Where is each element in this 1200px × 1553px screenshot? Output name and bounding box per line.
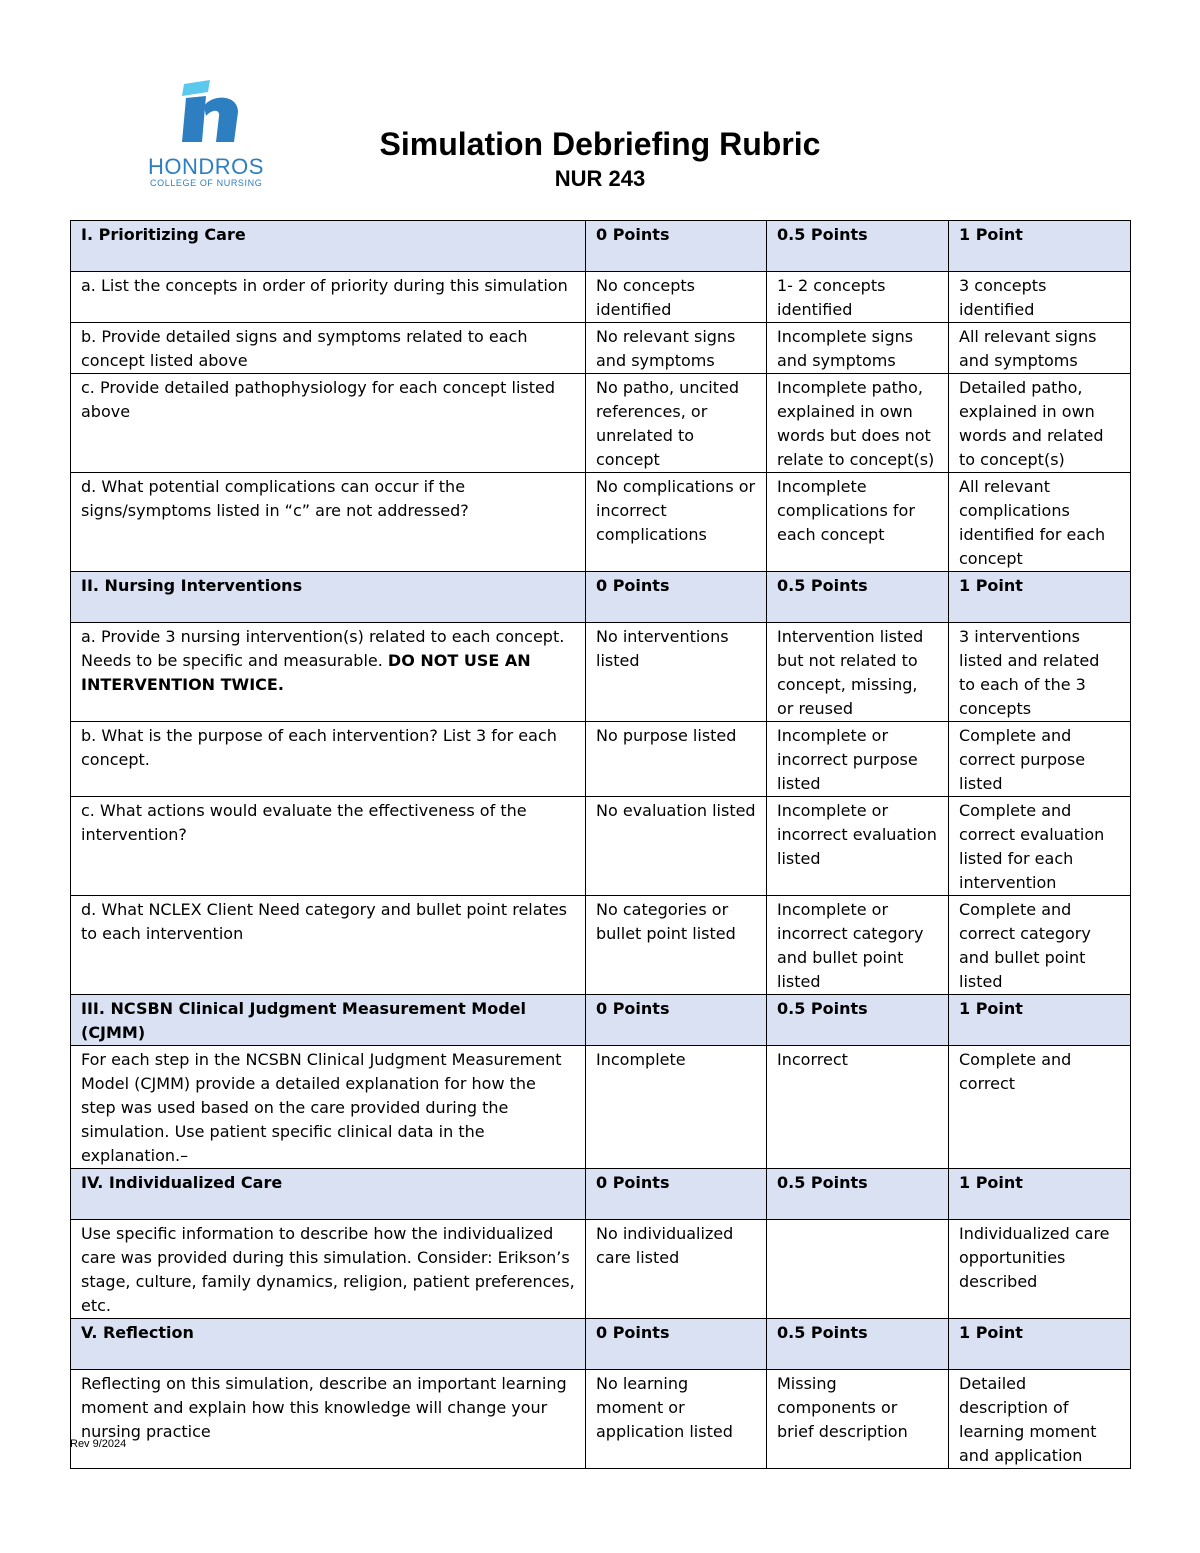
score-05-cell: Incomplete or incorrect evaluation listed [767, 797, 949, 896]
col-header-05-points: 0.5 Points [767, 572, 949, 623]
criterion-cell: Use specific information to describe how the individualized care was provided during this simulation. Consider: Erikson’s stage, culture, family dynamics, religion, patient preferences, etc. [71, 1220, 586, 1319]
score-0-cell: No evaluation listed [586, 797, 767, 896]
criterion-cell: c. What actions would evaluate the effectiveness of the intervention? [71, 797, 586, 896]
score-0-cell: No complications or incorrect complications [586, 473, 767, 572]
criterion-cell: Reflecting on this simulation, describe an important learning moment and explain how this knowledge will change your nursing practice [71, 1370, 586, 1469]
score-05-cell: Incomplete complications for each concept [767, 473, 949, 572]
page-title: Simulation Debriefing Rubric [379, 126, 821, 162]
criterion-cell: b. Provide detailed signs and symptoms related to each concept listed above [71, 323, 586, 374]
section-heading: V. Reflection [71, 1319, 586, 1370]
col-header-1-point: 1 Point [949, 221, 1131, 272]
section-header-row [71, 221, 1131, 272]
table-row [71, 374, 1131, 473]
table-row [71, 896, 1131, 995]
table-row [71, 473, 1131, 572]
section-heading: IV. Individualized Care [71, 1169, 586, 1220]
score-1-cell: All relevant complications identified for each concept [949, 473, 1131, 572]
score-0-cell: No categories or bullet point listed [586, 896, 767, 995]
section-heading: II. Nursing Interventions [71, 572, 586, 623]
score-1-cell: Complete and correct category and bullet point listed [949, 896, 1131, 995]
col-header-1-point: 1 Point [949, 1169, 1131, 1220]
col-header-0-points: 0 Points [586, 1319, 767, 1370]
course-code: NUR 243 [554, 166, 646, 191]
revision-footer: Rev 9/2024 [70, 1438, 127, 1450]
table-row [71, 1220, 1131, 1319]
score-05-cell: Incomplete signs and symptoms [767, 323, 949, 374]
col-header-0-points: 0 Points [586, 221, 767, 272]
score-05-cell: Incorrect [767, 1046, 949, 1169]
criterion-cell: b. What is the purpose of each intervention? List 3 for each concept. [71, 722, 586, 797]
col-header-05-points: 0.5 Points [767, 995, 949, 1046]
col-header-0-points: 0 Points [586, 995, 767, 1046]
score-1-cell: Complete and correct purpose listed [949, 722, 1131, 797]
score-0-cell: No purpose listed [586, 722, 767, 797]
score-0-cell: No learning moment or application listed [586, 1370, 767, 1469]
score-1-cell: Complete and correct evaluation listed for each intervention [949, 797, 1131, 896]
score-1-cell: All relevant signs and symptoms [949, 323, 1131, 374]
col-header-0-points: 0 Points [586, 572, 767, 623]
score-1-cell: Detailed description of learning moment and application [949, 1370, 1131, 1469]
score-1-cell: Detailed patho, explained in own words and related to concept(s) [949, 374, 1131, 473]
score-0-cell: No patho, uncited references, or unrelated to concept [586, 374, 767, 473]
section-header-row [71, 1319, 1131, 1370]
table-row [71, 722, 1131, 797]
table-row [71, 1370, 1131, 1469]
criterion-cell: d. What potential complications can occur if the signs/symptoms listed in “c” are not addressed? [71, 473, 586, 572]
score-0-cell: No individualized care listed [586, 1220, 767, 1319]
score-0-cell: No interventions listed [586, 623, 767, 722]
score-0-cell: No concepts identified [586, 272, 767, 323]
criterion-cell: d. What NCLEX Client Need category and bullet point relates to each intervention [71, 896, 586, 995]
score-05-cell: 1- 2 concepts identified [767, 272, 949, 323]
criterion-cell: a. List the concepts in order of priority during this simulation [71, 272, 586, 323]
criterion-emphasis: DO NOT USE AN INTERVENTION TWICE. [81, 651, 531, 694]
score-05-cell: Missing components or brief description [767, 1370, 949, 1469]
section-header-row [71, 995, 1131, 1046]
criterion-cell [71, 623, 586, 722]
score-0-cell: No relevant signs and symptoms [586, 323, 767, 374]
table-row [71, 623, 1131, 722]
col-header-05-points: 0.5 Points [767, 221, 949, 272]
criterion-cell: For each step in the NCSBN Clinical Judgment Measurement Model (CJMM) provide a detailed explanation for how the step was used based on the care provided during the simulation. Use patient specific clinical data in the explanation.– [71, 1046, 586, 1169]
score-05-cell: Incomplete or incorrect category and bullet point listed [767, 896, 949, 995]
score-1-cell: 3 interventions listed and related to each of the 3 concepts [949, 623, 1131, 722]
score-05-cell [767, 1220, 949, 1319]
score-05-cell: Intervention listed but not related to concept, missing, or reused [767, 623, 949, 722]
score-05-cell: Incomplete or incorrect purpose listed [767, 722, 949, 797]
logo-name: HONDROS [148, 154, 264, 179]
section-heading: III. NCSBN Clinical Judgment Measurement Model (CJMM) [71, 995, 586, 1046]
col-header-1-point: 1 Point [949, 572, 1131, 623]
criterion-text: a. Provide 3 nursing intervention(s) related to each concept. Needs to be specific and measurable. [81, 627, 565, 670]
table-row [71, 797, 1131, 896]
col-header-05-points: 0.5 Points [767, 1169, 949, 1220]
score-0-cell: Incomplete [586, 1046, 767, 1169]
score-1-cell: 3 concepts identified [949, 272, 1131, 323]
col-header-05-points: 0.5 Points [767, 1319, 949, 1370]
col-header-1-point: 1 Point [949, 995, 1131, 1046]
logo-subtitle: COLLEGE OF NURSING [150, 178, 263, 188]
score-1-cell: Complete and correct [949, 1046, 1131, 1169]
table-row [71, 323, 1131, 374]
score-1-cell: Individualized care opportunities described [949, 1220, 1131, 1319]
section-header-row [71, 1169, 1131, 1220]
score-05-cell: Incomplete patho, explained in own words but does not relate to concept(s) [767, 374, 949, 473]
rubric-table [70, 220, 1131, 1469]
criterion-cell: c. Provide detailed pathophysiology for each concept listed above [71, 374, 586, 473]
table-row [71, 1046, 1131, 1169]
section-header-row [71, 572, 1131, 623]
table-row [71, 272, 1131, 323]
col-header-0-points: 0 Points [586, 1169, 767, 1220]
col-header-1-point: 1 Point [949, 1319, 1131, 1370]
section-heading: I. Prioritizing Care [71, 221, 586, 272]
